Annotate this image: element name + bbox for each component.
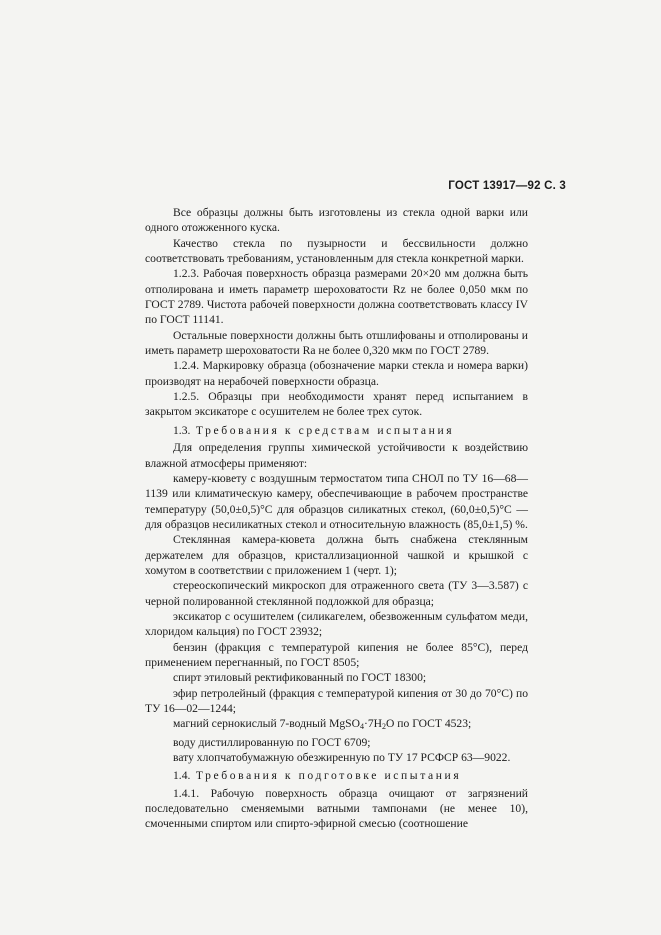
running-header: ГОСТ 13917—92 С. 3: [448, 180, 566, 192]
paragraph: бензин (фракция с температурой кипения не более 85°С), перед применением перегнанный, по ГОСТ 8505;: [145, 640, 528, 669]
section-title: Требования к средствам испытания: [195, 423, 455, 437]
paragraph: камеру-кювету с воздушным термостатом типа СНОЛ по ТУ 16—68—1139 или климатическую камеру, обеспечивающие в рабочем пространстве температуру (50,0±0,5)°С для образцов силикатных стекол, (60,0±0,5)°С — для образцов несиликатных стекол и относительную влажность (85,0±1,5) %.: [145, 471, 528, 531]
paragraph: 1.4.1. Рабочую поверхность образца очищают от загрязнений последовательно сменяемыми ватными тампонами (не менее 10), смоченными спиртом или спирто-эфирной смесью (соотношение: [145, 786, 528, 831]
document-body: [145, 205, 528, 832]
paragraph: Качество стекла по пузырности и бессвильности должно соответствовать требованиям, установленным для стекла конкретной марки.: [145, 236, 528, 266]
paragraph: 1.2.3. Рабочая поверхность образца размерами 20×20 мм должна быть отполирована и иметь параметр шероховатости Rz не более 0,050 мкм по ГОСТ 2789. Чистота рабочей поверхности должна соответствовать классу IV по ГОСТ 11141.: [145, 267, 528, 327]
section-number: 1.3.: [173, 423, 191, 437]
section-heading-1-3: [145, 423, 528, 438]
text-fragment: магний сернокислый 7-водный MgSO: [173, 717, 360, 731]
paragraph: Для определения группы химической устойчивости к воздействию влажной атмосферы применяют:: [145, 441, 528, 470]
section-title: Требования к подготовке испытания: [195, 769, 462, 783]
paragraph: Все образцы должны быть изготовлены из стекла одной варки или одного отожженного куска.: [145, 206, 528, 235]
text-fragment: O по ГОСТ 4523;: [386, 717, 472, 731]
section-number: 1.4.: [173, 769, 191, 783]
paragraph: воду дистиллированную по ГОСТ 6709;: [173, 735, 371, 749]
paragraph-magnesium: [145, 716, 528, 734]
paragraph: спирт этиловый ректификованный по ГОСТ 18300;: [173, 671, 427, 685]
paragraph: эфир петролейный (фракция с температурой кипения от 30 до 70°С) по ТУ 16—02—1244;: [145, 686, 528, 715]
paragraph: вату хлопчатобумажную обезжиренную по ТУ 17 РСФСР 63—9022.: [173, 751, 511, 765]
subscript: 2: [382, 722, 387, 732]
paragraph: Стеклянная камера-кювета должна быть снабжена стеклянным держателем для образцов, кристаллизационной чашкой и крышкой с хомутом в соответствии с приложением 1 (черт. 1);: [145, 533, 528, 577]
section-heading-1-4: [145, 768, 528, 783]
text-fragment: ·7H: [364, 717, 383, 731]
paragraph: 1.2.5. Образцы при необходимости хранят перед испытанием в закрытом эксикаторе с осушителем не более трех суток.: [145, 390, 528, 419]
paragraph: стереоскопический микроскоп для отраженного света (ТУ 3—3.587) с черной полированной стеклянной подложкой для образца;: [145, 579, 528, 608]
subscript: 4: [360, 722, 364, 732]
paragraph: эксикатор с осушителем (силикагелем, обезвоженным сульфатом меди, хлоридом кальция) по ГОСТ 23932;: [145, 609, 528, 639]
paragraph: 1.2.4. Маркировку образца (обозначение марки стекла и номера варки) производят на нерабочей поверхности образца.: [145, 359, 528, 388]
paragraph: Остальные поверхности должны быть отшлифованы и отполированы и иметь параметр шероховатости Ra не более 0,320 мкм по ГОСТ 2789.: [145, 328, 528, 358]
